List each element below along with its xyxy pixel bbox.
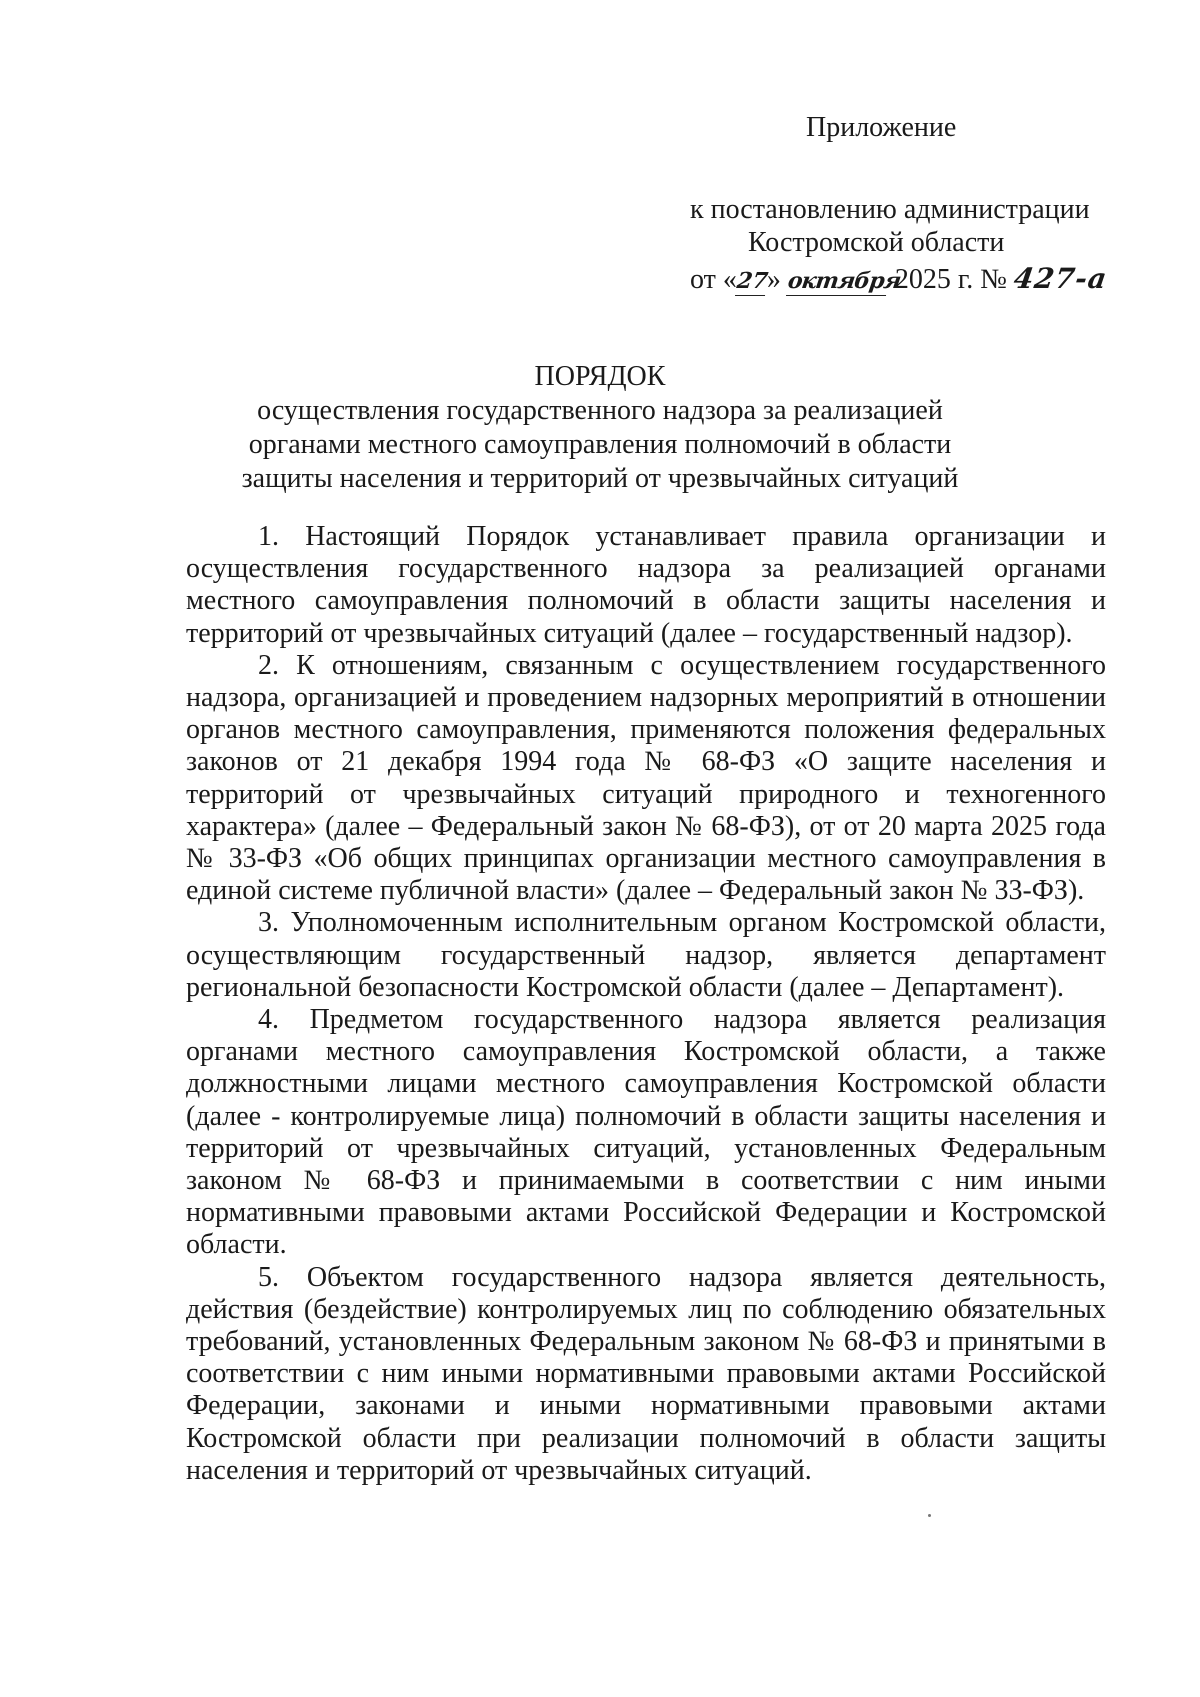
appendix-label: Приложение — [806, 112, 957, 143]
scan-speck — [928, 1514, 931, 1517]
document-body — [186, 521, 1106, 1487]
paragraph-3: 3. Уполномоченным исполнительным органом Костромской области, осуществляющим государственный надзор, является департамент региональной безопасности Костромской области (далее – Департамент). — [186, 907, 1106, 1003]
paragraph-1: 1. Настоящий Порядок устанавливает правила организации и осуществления государственного надзора за реализацией органами местного самоуправления полномочий в области защиты населения и территорий от чрезвычайных ситуаций (далее – государственный надзор). — [186, 521, 1106, 649]
decree-reference — [690, 193, 1110, 296]
handwritten-number: 427-а — [1011, 262, 1110, 295]
subtitle-line: осуществления государственного надзора за реализацией — [257, 395, 943, 426]
decree-line-1: к постановлению администрации — [690, 194, 1090, 225]
document-title: ПОРЯДОК — [534, 361, 666, 392]
document-subtitle — [0, 394, 1200, 496]
paragraph-2: 2. К отношениям, связанным с осуществлением государственного надзора, организацией и проведением надзорных мероприятий в отношении органов местного самоуправления, применяются положения федеральных законов от 21 декабря 1994 года № 68-ФЗ «О защите населения и территорий от чрезвычайных ситуаций природного и техногенного характера» (далее – Федеральный закон № 68-ФЗ), от от 20 марта 2025 года № 33-ФЗ «Об общих принципах организации местного самоуправления в единой системе публичной власти» (далее – Федеральный закон № 33-ФЗ). — [186, 649, 1106, 907]
date-mid: » — [766, 264, 781, 295]
handwritten-month: октября — [786, 268, 902, 294]
paragraph-5: 5. Объектом государственного надзора является деятельность, действия (бездействие) контролируемых лиц по соблюдению обязательных требований, установленных Федеральным законом № 68-ФЗ и принятыми в соответствии с ним иными нормативными правовыми актами Российской Федерации, законами и иными нормативными правовыми актами Костромской области при реализации полномочий в области защиты населения и территорий от чрезвычайных ситуаций. — [186, 1261, 1106, 1486]
subtitle-line: органами местного самоуправления полномочий в области — [248, 429, 952, 460]
decree-line-2: Костромской области — [748, 227, 1005, 258]
paragraph-4: 4. Предметом государственного надзора является реализация органами местного самоуправления Костромской области, а также должностными лицами местного самоуправления Костромской области (далее - контролируемые лица) полномочий в области защиты населения и территорий от чрезвычайных ситуаций, установленных Федеральным законом № 68-ФЗ и принимаемыми в соответствии с ним иными нормативными правовыми актами Российской Федерации и Костромской области. — [186, 1004, 1106, 1261]
handwritten-day: 27 — [735, 268, 770, 294]
date-prefix: от « — [690, 264, 737, 295]
subtitle-line: защиты населения и территорий от чрезвычайных ситуаций — [241, 463, 959, 494]
date-year: 2025 г. № — [894, 264, 1007, 295]
decree-date-line — [690, 263, 1110, 296]
